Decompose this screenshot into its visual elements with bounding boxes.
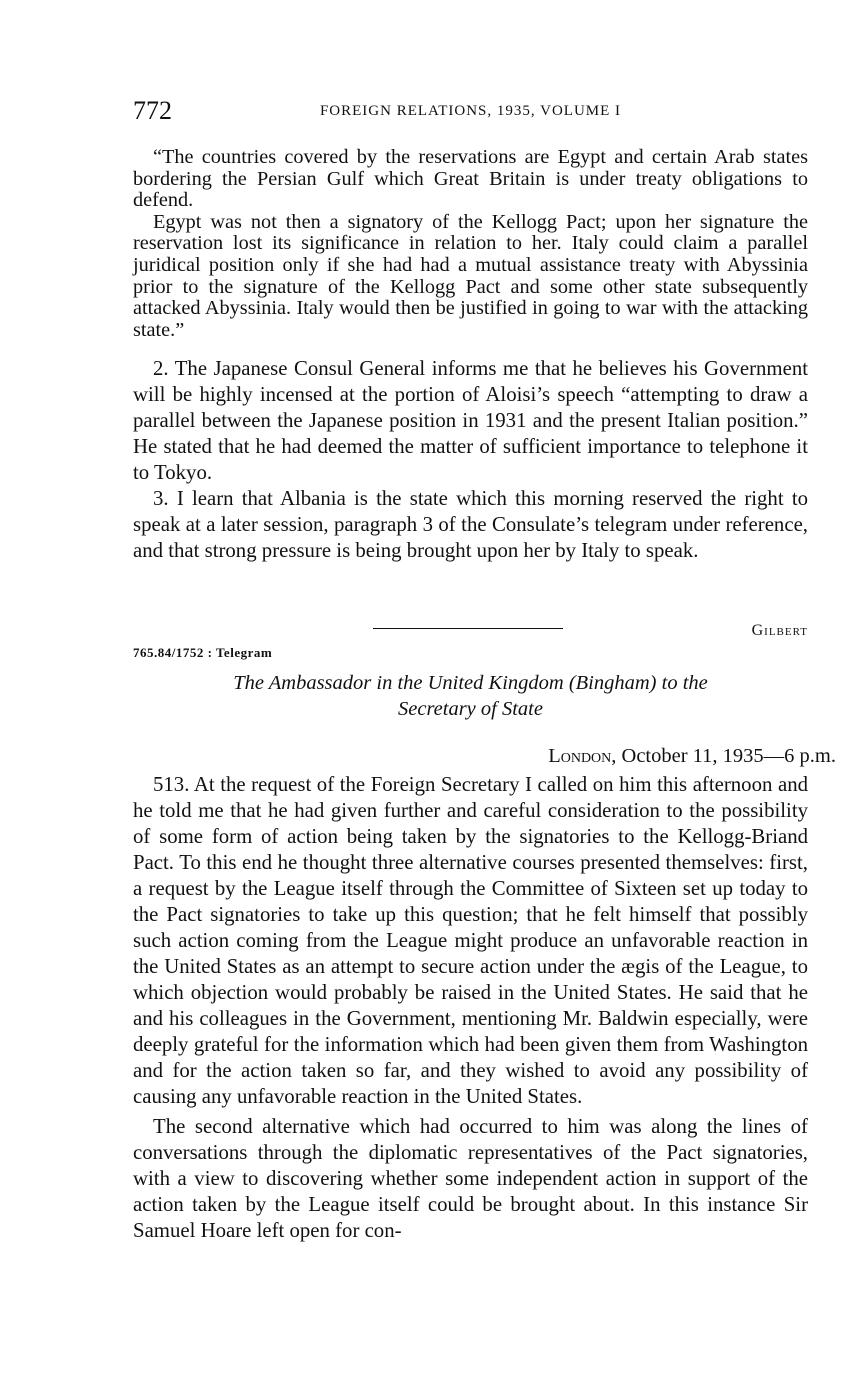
page-header — [133, 96, 808, 126]
dateline — [548, 745, 836, 768]
title-line-2: Secretary of State — [398, 698, 543, 720]
signature-gilbert: Gilbert — [751, 622, 808, 639]
quote-paragraph-2: Egypt was not then a signatory of the Kellogg Pact; upon her signature the reservation lost its significance in relation to her. Italy could claim a parallel juridical position only if she had had a mutual assistance treaty with Abyssinia prior to the signature of the Kellogg Pact and some other state subsequently attacked Abyssinia. Italy would then be justified in going to war with the attacking state.” — [133, 210, 808, 341]
telegram-body-continued — [133, 356, 808, 564]
quote-paragraph-1: “The countries covered by the reservations are Egypt and certain Arab states bordering the Persian Gulf which Great Britain is under treaty obligations to defend. — [133, 146, 808, 212]
paragraph-2: 2. The Japanese Consul General informs me that he believes his Government will be highly incensed at the portion of Aloisi’s speech “attempting to draw a parallel between the Japanese position in 1931 and the present Italian position.” He stated that he had deemed the matter of sufficient importance to telephone it to Tokyo. — [133, 357, 808, 484]
document-title — [133, 670, 808, 722]
title-line-1: The Ambassador in the United Kingdom (Bingham) to the — [233, 672, 708, 694]
dateline-city: London, — [548, 745, 617, 767]
file-reference: 765.84/1752 : Telegram — [133, 645, 273, 660]
section-divider — [373, 628, 563, 629]
quoted-reservation — [133, 147, 808, 341]
telegram-513-body — [133, 772, 808, 1244]
paragraph-513: 513. At the request of the Foreign Secretary I called on him this afternoon and he told me that he had given further and careful consideration to the possibility of some form of action being taken by the signatories to the Kellogg-Briand Pact. To this end he thought three alternative courses presented themselves: first, a request by the League itself through the Committee of Sixteen set up today to the Pact signatories to take up this question; that he felt himself that possibly such action coming from the League might produce an unfavorable reaction in the United States as an attempt to secure action under the ægis of the League, to which objection would probably be raised in the United States. He said that he and his colleagues in the Government, mentioning Mr. Baldwin especially, were deeply grateful for the information which had been given them from Washington and for the action taken so far, and they wished to avoid any possibility of causing any unfavorable reaction in the United States. — [133, 773, 808, 1108]
paragraph-3: 3. I learn that Albania is the state which this morning reserved the right to speak at a later session, paragraph 3 of the Consulate’s telegram under reference, and that strong pressure is being brought upon her by Italy to speak. — [133, 487, 808, 562]
running-title: FOREIGN RELATIONS, 1935, VOLUME I — [319, 103, 622, 119]
page-number: 772 — [133, 96, 172, 125]
paragraph-second-alternative: The second alternative which had occurred to him was along the lines of conversations through the diplomatic representatives of the Pact signatories, with a view to discovering whether some independent action in support of the action taken by the League itself could be brought about. In this instance Sir Samuel Hoare left open for con- — [133, 1115, 808, 1242]
dateline-date: October 11, 1935—6 p.m. — [616, 745, 836, 767]
